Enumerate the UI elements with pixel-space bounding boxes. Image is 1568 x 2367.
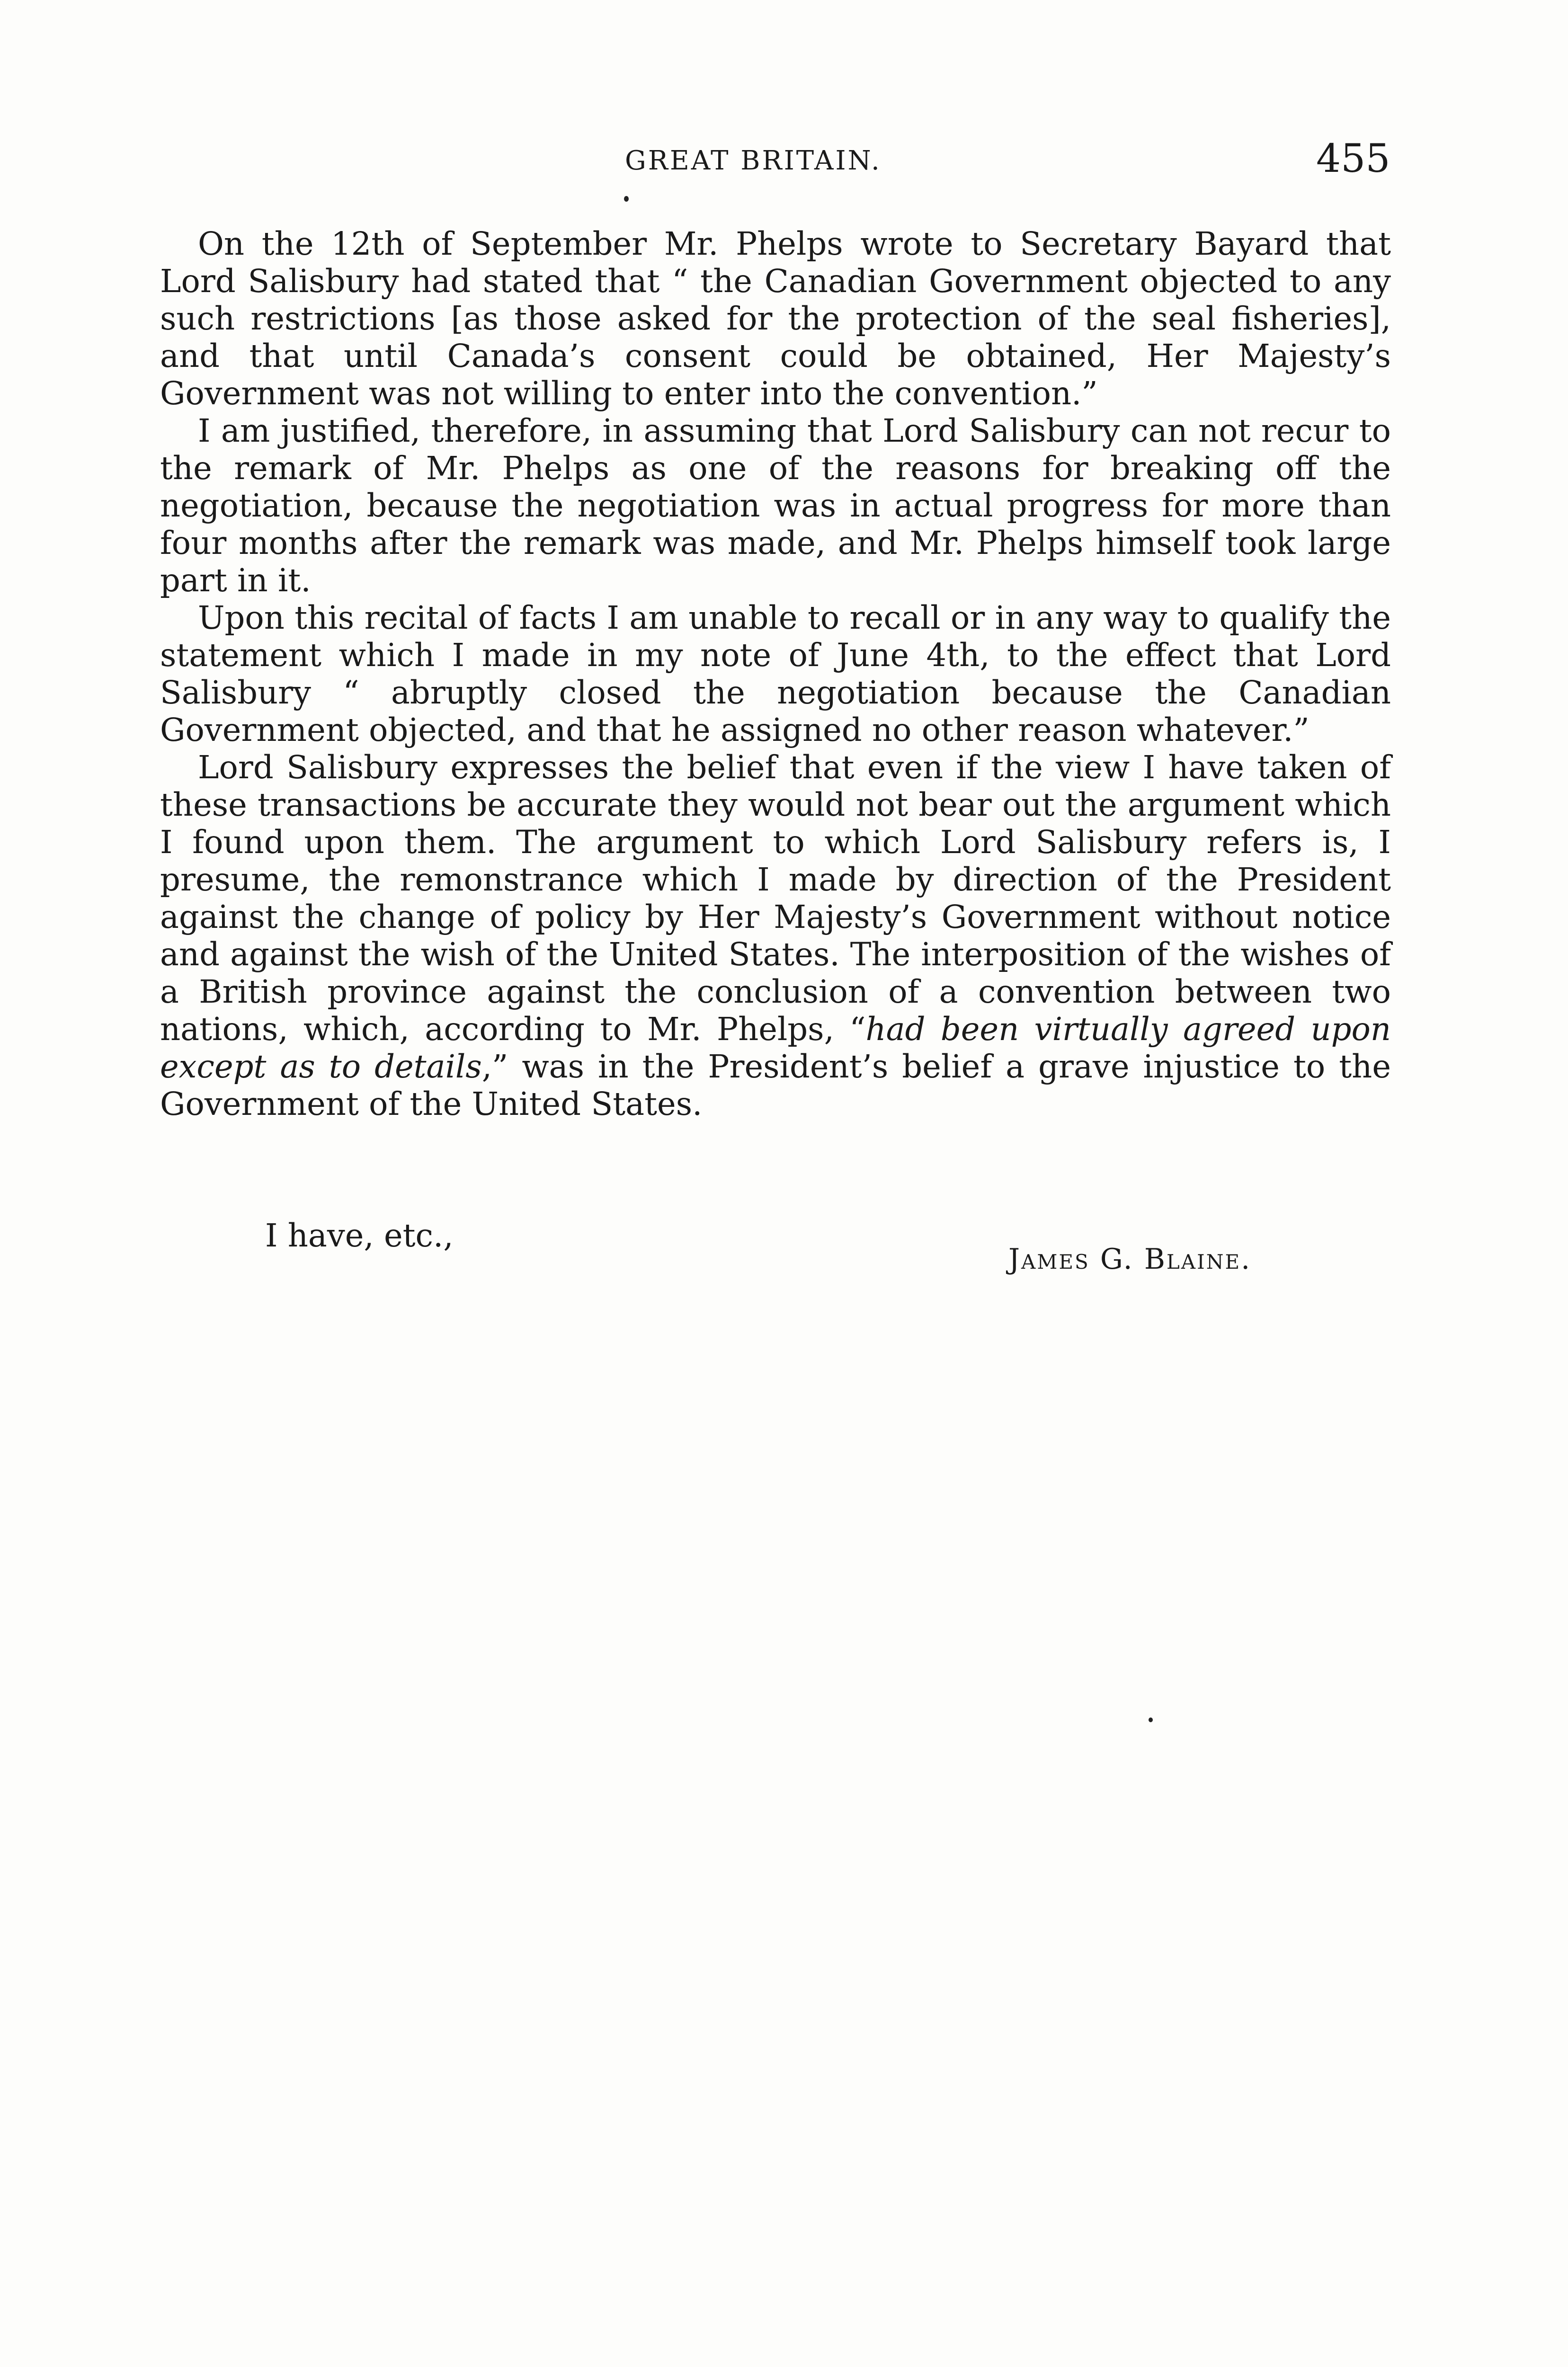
paragraph-4-part-2: ,” was in the President’s belief a grave injustice to the Government of the United States. <box>160 1048 1391 1122</box>
paragraph-4-part-1: Lord Salisbury expresses the belief that even if the view I have taken of these transactions be accurate they would not bear out the argument which I found upon them. The argument to which Lord Salisbury refers is, I presume, the remonstrance which I made by direction of the President against the change of policy by Her Majesty’s Government without notice and against the wish of the United States. The interposition of the wishes of a British province against the conclusion of a convention between two nations, which, according to Mr. Phelps, “ <box>160 749 1391 1048</box>
paragraph-1: On the 12th of September Mr. Phelps wrote to Secretary Bayard that Lord Salisbury had stated that “ the Canadian Government objected to any such restrictions [as those asked for the protection of the seal fisheries], and that until Canada’s consent could be obtained, Her Majesty’s Government was not willing to enter into the convention.” <box>160 225 1391 412</box>
paragraph-2: I am justified, therefore, in assuming that Lord Salisbury can not recur to the remark of Mr. Phelps as one of the reasons for breaking off the negotiation, because the negotiation was in actual progress for more than four months after the remark was made, and Mr. Phelps himself took large part in it. <box>160 412 1391 599</box>
page-number: 455 <box>1316 136 1390 181</box>
running-head: GREAT BRITAIN. <box>625 145 882 176</box>
paragraph-4-italic-quote: had been virtually agreed upon except as to details <box>160 1011 1391 1085</box>
print-speck-top <box>624 196 629 202</box>
paragraph-3: Upon this recital of facts I am unable to recall or in any way to qualify the statement which I made in my note of June 4th, to the effect that Lord Salisbury “ abruptly closed the negotiation because the Canadian Government objected, and that he assigned no other reason whatever.” <box>160 599 1391 748</box>
closing-salutation: I have, etc., <box>265 1217 454 1254</box>
signature: James G. Blaine. <box>1008 1243 1252 1276</box>
letter-body <box>160 225 1391 1123</box>
print-speck-middle <box>1149 1717 1153 1722</box>
paragraph-4 <box>160 749 1391 1123</box>
